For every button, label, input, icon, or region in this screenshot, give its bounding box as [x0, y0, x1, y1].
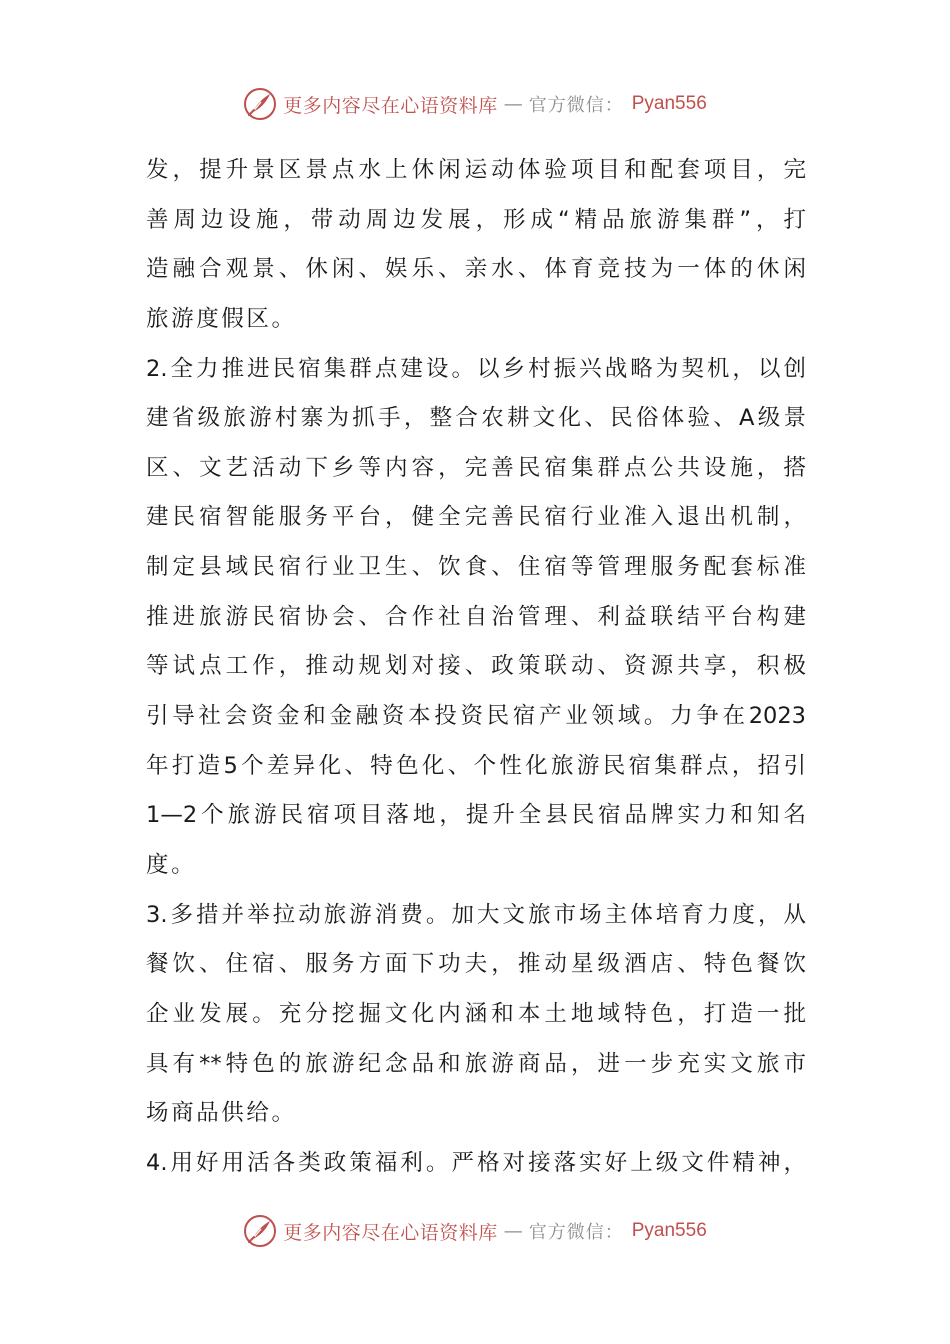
banner-separator: —	[503, 93, 523, 115]
banner-wechat-label: 官方微信：	[528, 95, 624, 116]
text-line: 推进旅游民宿协会、合作社自治管理、利益联结平台构建	[146, 603, 806, 630]
text-line: 1—2个旅游民宿项目落地，提升全县民宿品牌实力和知名	[146, 802, 806, 829]
text-line: 具有**特色的旅游纪念品和旅游商品，进一步充实文旅市	[146, 1050, 806, 1077]
footer-watermark-banner	[0, 1211, 950, 1251]
text-line: 度。	[146, 851, 197, 878]
text-line: 引导社会资金和金融资本投资民宿产业领域。力争在2023	[146, 703, 806, 730]
text-line: 等试点工作，推动规划对接、政策联动、资源共享，积极	[146, 653, 806, 680]
text-line: 造融合观景、休闲、娱乐、亲水、体育竞技为一体的休闲	[146, 256, 806, 283]
text-line: 发，提升景区景点水上休闲运动体验项目和配套项目，完	[146, 157, 806, 183]
text-line: 企业发展。充分挖掘文化内涵和本土地域特色，打造一批	[146, 1000, 806, 1027]
quill-pen-logo-icon	[243, 1214, 277, 1248]
banner-main-text: 更多内容尽在心语资料库	[283, 1221, 498, 1244]
text-line: 建省级旅游村寨为抓手，整合农耕文化、民俗体验、A级景	[146, 405, 806, 432]
banner-wechat-label: 官方微信：	[528, 1222, 624, 1243]
text-line: 年打造5个差异化、特色化、个性化旅游民宿集群点，招引	[146, 752, 806, 779]
section-heading-line: 3.多措并举拉动旅游消费。加大文旅市场主体培育力度，从	[146, 901, 806, 928]
banner-separator: —	[503, 1220, 523, 1242]
text-line: 制定县域民宿行业卫生、饮食、住宿等管理服务配套标准	[146, 554, 806, 581]
text-line: 区、文艺活动下乡等内容，完善民宿集群点公共设施，搭	[146, 454, 806, 481]
banner-main-text: 更多内容尽在心语资料库	[283, 94, 498, 117]
text-line: 场商品供给。	[146, 1100, 297, 1127]
text-line: 餐饮、住宿、服务方面下功夫，推动星级酒店、特色餐饮	[146, 951, 806, 978]
section-heading-line: 2.全力推进民宿集群点建设。以乡村振兴战略为契机，以创	[146, 355, 806, 382]
text-line: 建民宿智能服务平台，健全完善民宿行业准入退出机制，	[146, 504, 806, 531]
document-body	[146, 146, 806, 1188]
text-line: 旅游度假区。	[146, 305, 297, 332]
text-line: 善周边设施，带动周边发展，形成“精品旅游集群”，打	[146, 206, 806, 233]
header-watermark-banner	[0, 84, 950, 124]
banner-wechat-id: Pyan556	[631, 93, 707, 114]
quill-pen-logo-icon	[243, 87, 277, 121]
banner-wechat-id: Pyan556	[631, 1220, 707, 1241]
section-heading-line: 4.用好用活各类政策福利。严格对接落实好上级文件精神，	[146, 1149, 806, 1176]
